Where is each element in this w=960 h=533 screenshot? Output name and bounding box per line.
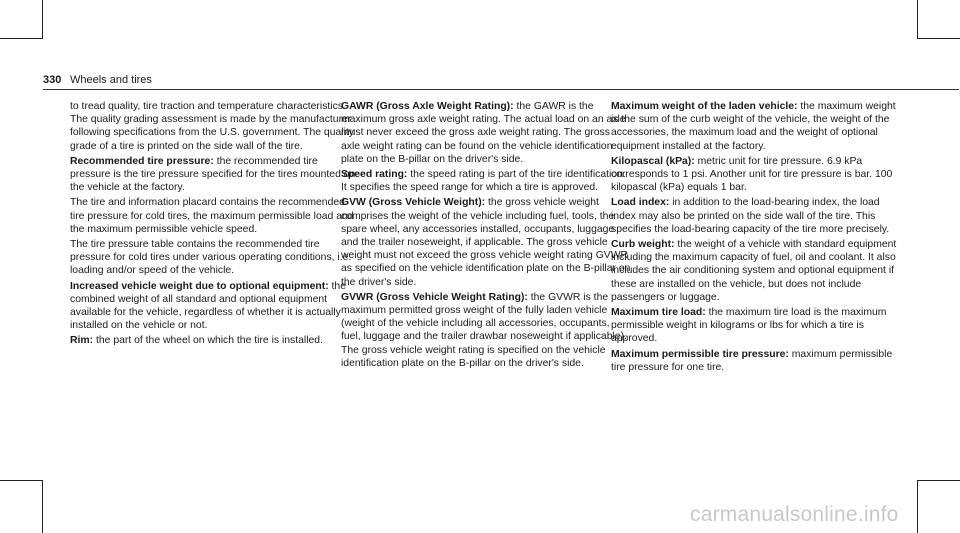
definition-text: maximum permissible tire pressure for one tire. [611,348,893,373]
definition-text: the combined weight of all standard and optional equipment available for the vehicle, regardless of whether it is actually installed on the vehicle or not. [70,280,346,332]
definition-term: Curb weight: [611,239,675,251]
definition-text: the part of the wheel on which the tire is installed. [95,335,323,347]
definition-text: the GAWR is the maximum gross axle weight rating. The actual load on an axle must never exceed the gross axle weight rating. The gross axle weight rating can be found on the vehicle identification plate on the B-pillar on the driver's side. [341,101,626,165]
definition-term: GAWR (Gross Axle Weight Rating): [341,101,514,112]
definition-term: Rim: [70,335,94,347]
paragraph [70,155,360,195]
section-title: Wheels and tires [70,74,152,86]
crop-mark [917,0,918,38]
paragraph [611,348,901,374]
definition-term: Load index: [611,197,670,209]
crop-mark [0,480,43,481]
text-column-left [70,100,360,350]
crop-mark [0,38,43,39]
definition-text: the maximum tire load is the maximum permissible weight in kilograms or lbs for which a tire is approved. [611,307,887,345]
crop-mark [917,480,918,533]
paragraph [70,280,360,333]
paragraph [70,334,360,347]
definition-text: to tread quality, tire traction and temperature characteristics. The quality grading assessment is made by the manufacturer following specifications from the U.S. government. The quality grade of a tire is printed on the side wall of the tire. [70,101,354,152]
page-header [43,74,959,88]
crop-mark [42,0,43,38]
definition-term: Increased vehicle weight due to optional equipment: [70,280,329,292]
definition-term: GVW (Gross Vehicle Weight): [341,197,486,209]
paragraph [611,238,901,304]
definition-term: Speed rating: [341,169,408,181]
paragraph [611,196,901,236]
definition-text: the weight of a vehicle with standard equipment including the maximum capacity of fuel, oil and coolant. It also includes the air conditioning system and optional equipment if these are installed on the vehicle, but does not include passengers or luggage. [611,239,897,303]
paragraph [341,196,631,288]
paragraph [611,100,901,153]
definition-text: The tire pressure table contains the recommended tire pressure for cold tires under various operating conditions, i.e. loading and/or speed of the vehicle. [70,239,352,277]
definition-text: in addition to the load-bearing index, the load index may also be printed on the side wall of the tire. This specifies the load-bearing capacity of the tire more precisely. [611,197,890,235]
definition-term: Kilopascal (kPa): [611,155,695,167]
page-number: 330 [43,74,62,86]
definition-term: Recommended tire pressure: [70,155,214,167]
definition-text: the recommended tire pressure is the tire pressure specified for the tires mounted on the vehicle at the factory. [70,155,356,194]
definition-text: the speed rating is part of the tire identification. It specifies the speed range for which a tire is approved. [341,169,626,194]
definition-term: Maximum weight of the laden vehicle: [611,101,798,112]
crop-mark [42,480,43,533]
definition-term: Maximum tire load: [611,307,706,319]
definition-text: The tire and information placard contains the recommended tire pressure for cold tires, the maximum permissible load and the maximum permissible vehicle speed. [70,197,354,235]
definition-text: the gross vehicle weight comprises the weight of the vehicle including fuel, tools, the spare wheel, any accessories installed, occupants, luggage and the trailer noseweight, if applicable. The gross vehicle weight must not exceed the gross vehicle weight rating GVWR as specified on the vehicle identification plate on the B-pillar on the driver's side. [341,197,631,288]
paragraph [70,238,360,278]
crop-mark [917,480,960,481]
paragraph [341,100,631,166]
text-column-right [611,100,901,376]
definition-text: the GVWR is the maximum permitted gross weight of the fully laden vehicle (weight of the vehicle including all accessories, occupants, fuel, luggage and the trailer drawbar noseweight if applicable). The gross vehicle weight rating is specified on the vehicle identification plate on the B-pillar on the driver's side. [341,291,627,369]
paragraph [70,100,360,153]
definition-term: Maximum permissible tire pressure: [611,348,789,360]
header-rule [43,89,959,90]
paragraph [70,196,360,236]
watermark: carmanualsonline.info [690,503,899,526]
paragraph [341,291,631,370]
paragraph [611,155,901,195]
crop-mark [917,38,960,39]
definition-text: metric unit for tire pressure. 6.9 kPa corresponds to 1 psi. Another unit for tire pressure is bar. 100 kilopascal (kPa) equals 1 bar. [611,155,893,194]
paragraph [611,306,901,346]
definition-term: GVWR (Gross Vehicle Weight Rating): [341,291,528,303]
paragraph [341,168,631,194]
definition-text: the maximum weight is the sum of the curb weight of the vehicle, the weight of the accessories, the maximum load and the weight of optional equipment installed at the factory. [611,101,896,152]
text-column-middle [341,100,631,372]
